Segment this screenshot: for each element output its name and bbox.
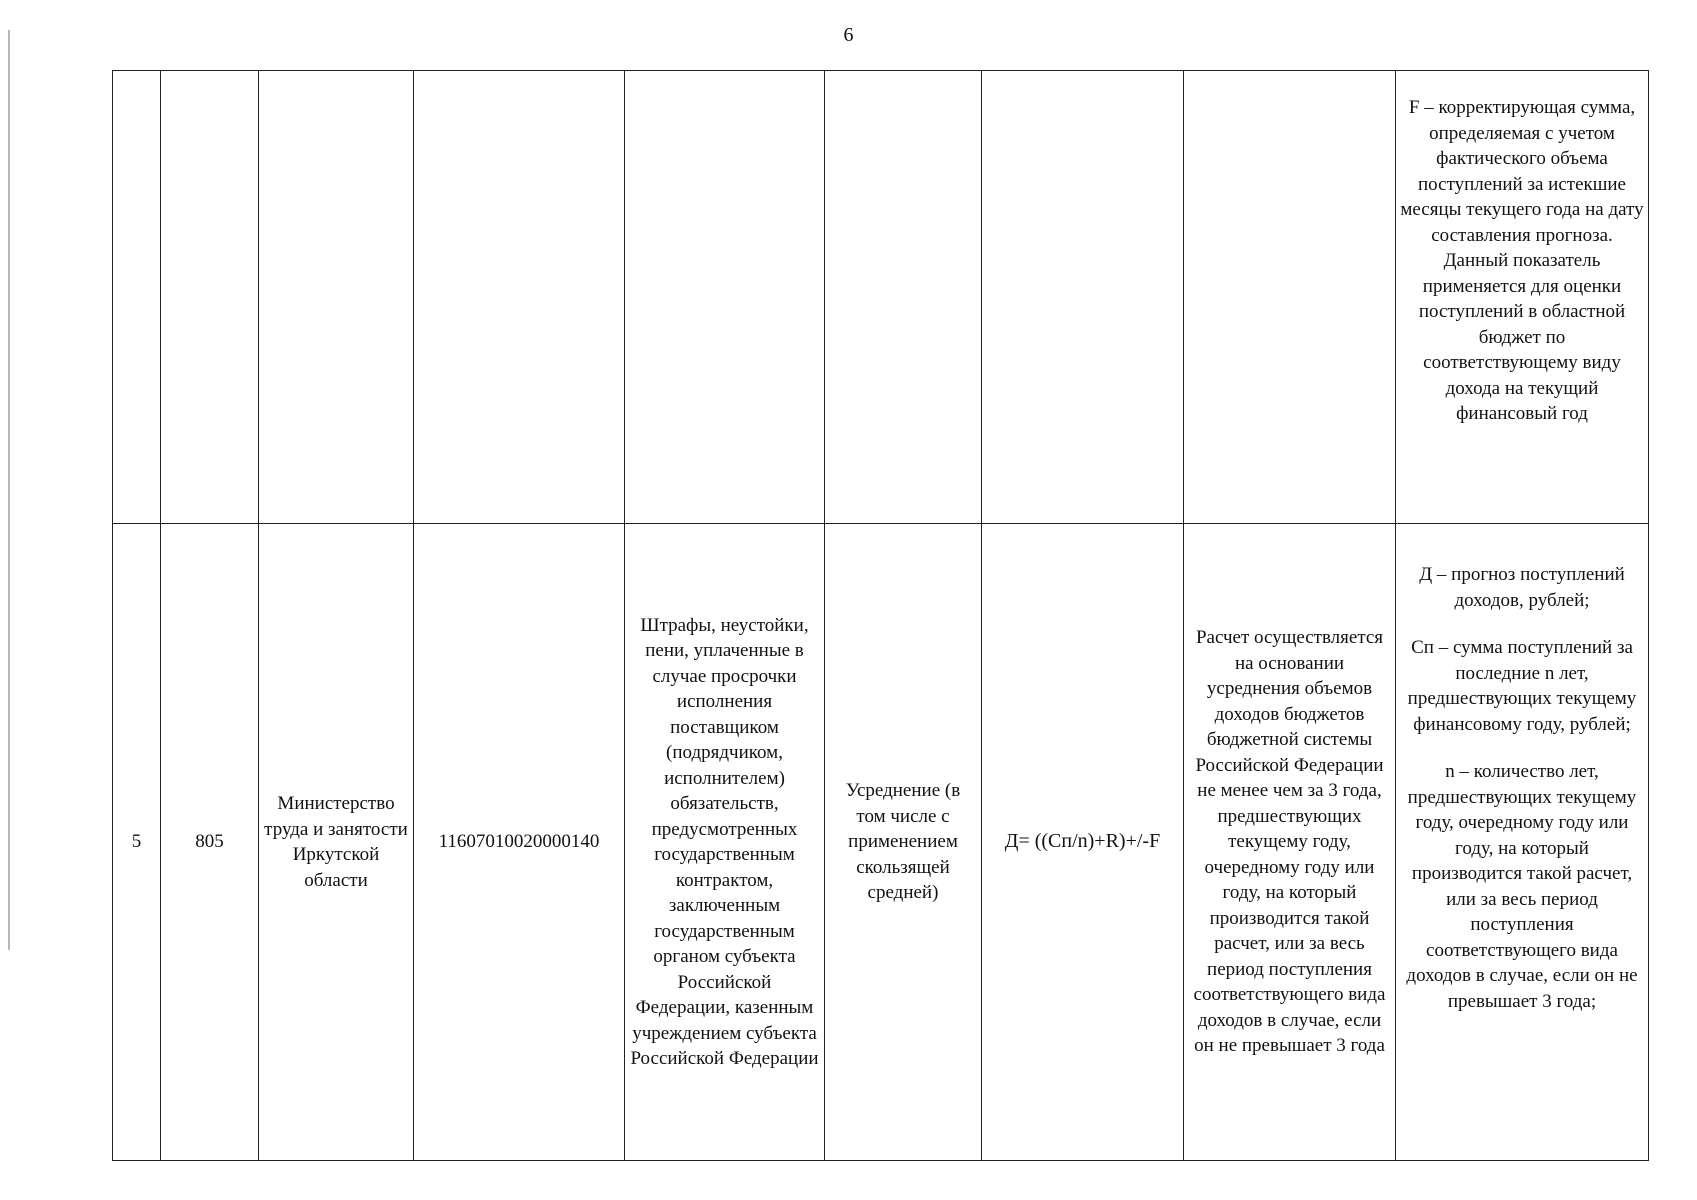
legend-item-n: n – количество лет, предшествующих текущему году, очередному году или году, на который производится такой расчет, или за весь период поступления соответствующего вида доходов в случае, если он не превышает 3 года; xyxy=(1406,761,1638,1012)
cell-formula: Д= ((Сп/n)+R)+/-F xyxy=(982,524,1184,1161)
cell-empty xyxy=(113,71,161,524)
cell-empty xyxy=(825,71,982,524)
scan-edge-mark xyxy=(8,30,10,950)
table-row-continuation xyxy=(113,71,1649,524)
cell-legend xyxy=(1396,524,1649,1161)
cell-empty xyxy=(414,71,625,524)
cell-empty xyxy=(259,71,414,524)
table-row xyxy=(113,524,1649,1161)
cell-income-name: Штрафы, неустойки, пени, уплаченные в случае просрочки исполнения поставщиком (подрядчиком, исполнителем) обязательств, предусмотренных государственным контрактом, заключенным государственным органом субъекта Российской Федерации, казенным учреждением субъекта Российской Федерации xyxy=(625,524,825,1161)
legend-item-sp: Сп – сумма поступлений за последние n лет, предшествующих текущему финансовому году, рублей; xyxy=(1407,637,1637,735)
cell-f-description: F – корректирующая сумма, определяемая с учетом фактического объема поступлений за истекшие месяцы текущего года на дату составления прогноза. Данный показатель применяется для оценки поступлений в областной бюджет по соответствующему виду дохода на текущий финансовый год xyxy=(1396,71,1649,524)
cell-kbk-code: 11607010020000140 xyxy=(414,524,625,1161)
revenue-methodology-table xyxy=(112,70,1649,1161)
cell-empty xyxy=(1184,71,1396,524)
cell-admin-code: 805 xyxy=(161,524,259,1161)
cell-empty xyxy=(161,71,259,524)
cell-empty xyxy=(625,71,825,524)
page-number: 6 xyxy=(843,24,854,46)
cell-algorithm: Расчет осуществляется на основании усреднения объемов доходов бюджетов бюджетной системы Российской Федерации не менее чем за 3 года, предшествующих текущему году, очередному году или году, на который производится такой расчет, или за весь период поступления соответствующего вида доходов в случае, если он не превышает 3 года xyxy=(1184,524,1396,1161)
cell-empty xyxy=(982,71,1184,524)
cell-method: Усреднение (в том числе с применением скользящей средней) xyxy=(825,524,982,1161)
cell-administrator: Министерство труда и занятости Иркутской области xyxy=(259,524,414,1161)
legend-item-d: Д – прогноз поступлений доходов, рублей; xyxy=(1419,564,1625,611)
cell-row-number: 5 xyxy=(113,524,161,1161)
